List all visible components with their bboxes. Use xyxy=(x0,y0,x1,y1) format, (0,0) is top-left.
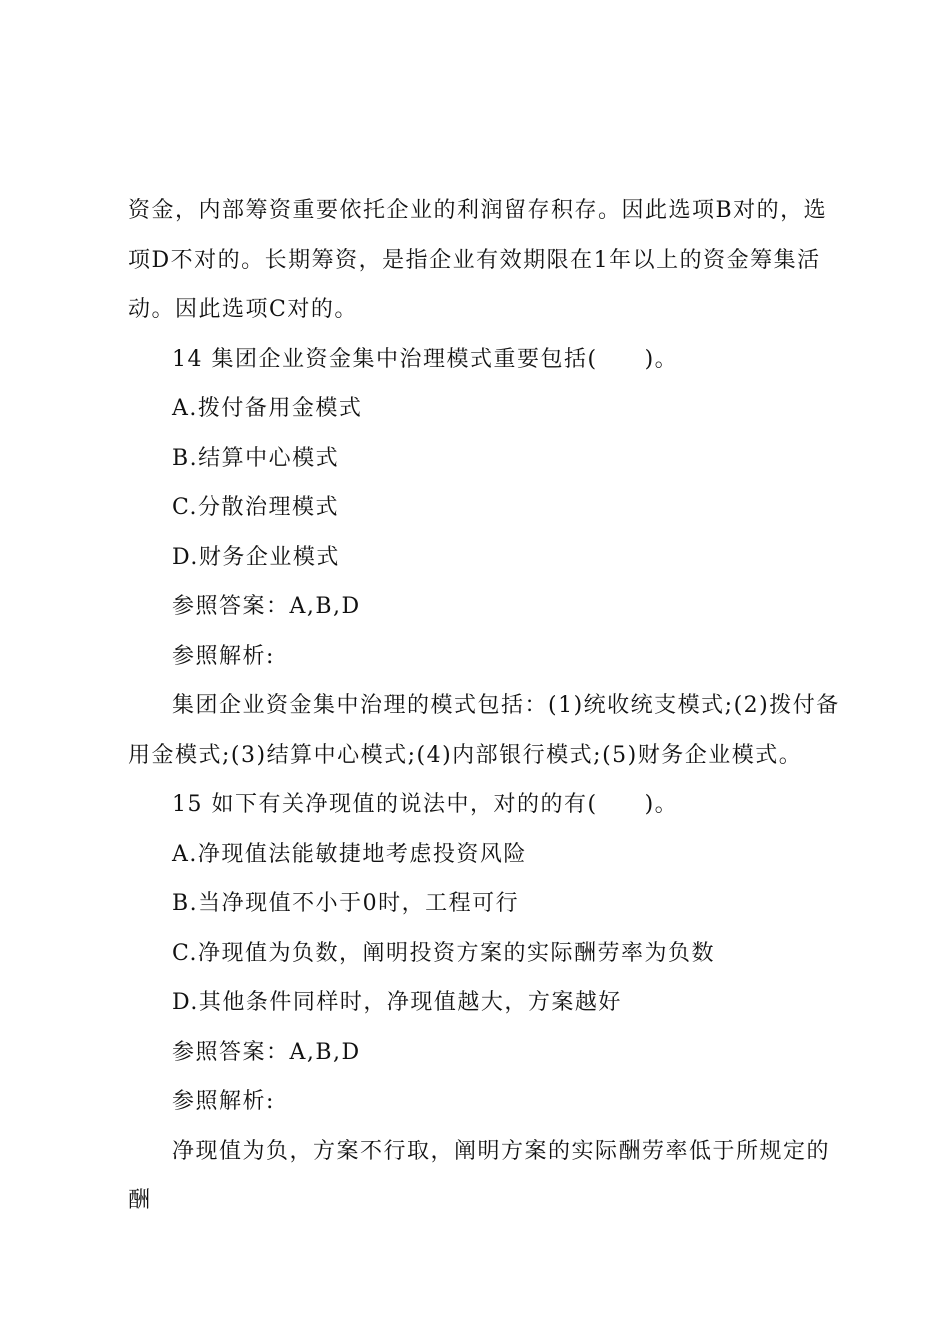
q15-option-c: C.净现值为负数，阐明投资方案的实际酬劳率为负数 xyxy=(172,940,716,966)
q15-option-b: B.当净现值不小于0时，工程可行 xyxy=(172,891,520,916)
q14-answer: 参照答案：A,B,D xyxy=(172,594,361,619)
q15-option-a: A.净现值法能敏捷地考虑投资风险 xyxy=(172,841,527,867)
q14-option-b: B.结算中心模式 xyxy=(172,445,340,471)
document-body xyxy=(128,186,840,1226)
q15-option-d: D.其他条件同样时，净现值越大，方案越好 xyxy=(172,990,622,1015)
question-15: 15 如下有关净现值的说法中，对的的有( )。 xyxy=(172,792,679,817)
q14-analysis: 集团企业资金集中治理的模式包括：(1)统收统支模式;(2)拨付备用金模式;(3)结算中心模式;(4)内部银行模式;(5)财务企业模式。 xyxy=(128,693,840,768)
continuation-paragraph: 资金，内部筹资重要依托企业的利润留存积存。因此选项B对的，选项D不对的。长期筹资，是指企业有效期限在1年以上的资金筹集活动。因此选项C对的。 xyxy=(128,198,828,322)
q14-option-d: D.财务企业模式 xyxy=(172,544,340,570)
question-14: 14 集团企业资金集中治理模式重要包括( )。 xyxy=(172,346,679,372)
q14-option-c: C.分散治理模式 xyxy=(172,495,340,520)
q14-analysis-label: 参照解析: xyxy=(172,643,275,669)
q14-option-a: A.拨付备用金模式 xyxy=(172,396,363,421)
q15-answer: 参照答案：A,B,D xyxy=(172,1039,361,1065)
q15-analysis: 净现值为负，方案不行取，阐明方案的实际酬劳率低于所规定的酬 xyxy=(128,1138,831,1213)
q15-analysis-label: 参照解析: xyxy=(172,1089,275,1114)
